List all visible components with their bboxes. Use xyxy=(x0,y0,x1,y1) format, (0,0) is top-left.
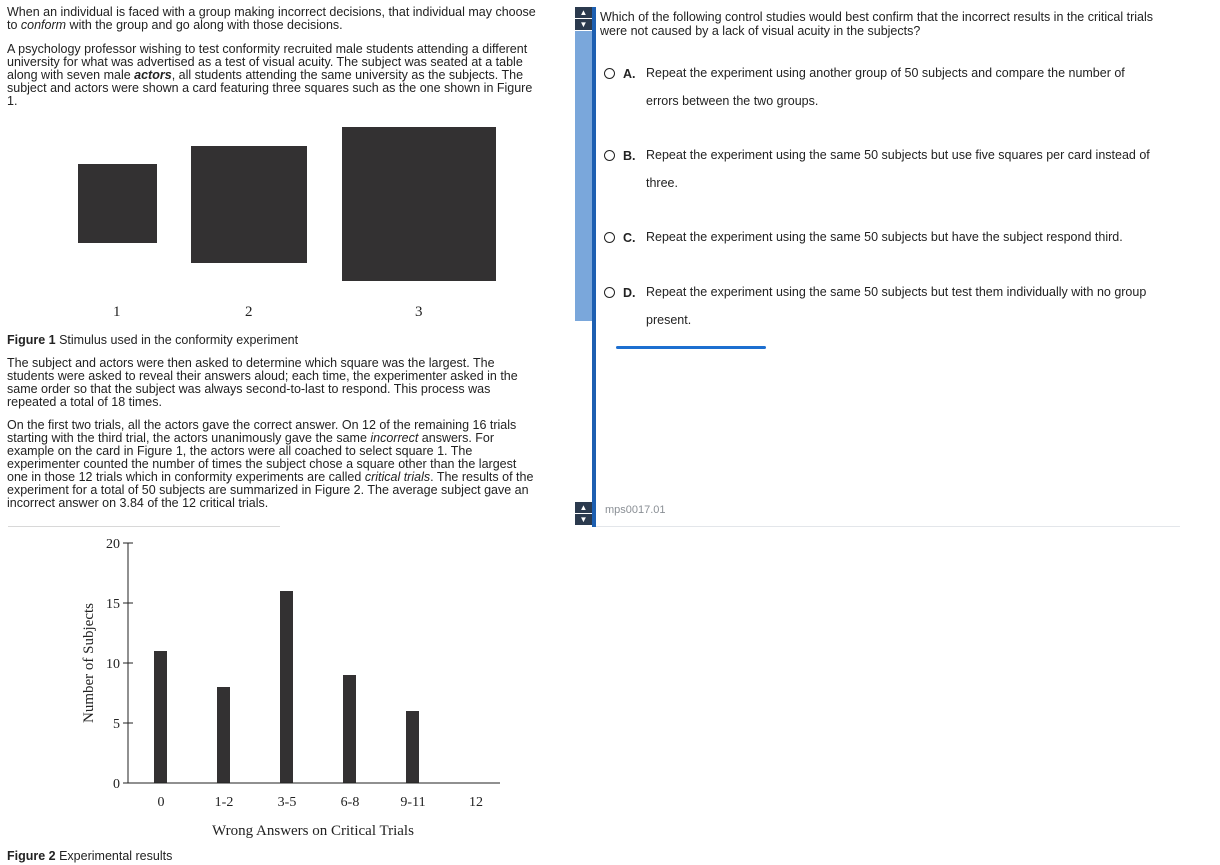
figure1-label-2: 2 xyxy=(245,304,253,320)
option-letter: D. xyxy=(623,286,636,300)
passage-p3-line1: The subject and actors were then asked to determine which square was the largest. The xyxy=(7,356,495,370)
option-text: Repeat the experiment using another group of 50 subjects and compare the number of errors between the two groups. xyxy=(646,66,1125,108)
passage-p4-line5: one in those 12 trials which in conformity experiments are called critical trials. The results of the xyxy=(7,470,534,484)
figure1-label-3: 3 xyxy=(415,304,423,320)
x-tick-label: 9-11 xyxy=(400,795,426,810)
x-tick-label: 3-5 xyxy=(277,795,297,810)
passage-p2-line5: 1. xyxy=(7,94,18,108)
passage-panel xyxy=(0,0,575,530)
passage-p4-line7: incorrect answer on 3.84 of the 12 critical trials. xyxy=(7,497,269,509)
triangle-down-icon[interactable]: ▼ xyxy=(575,514,592,525)
y-tick-label: 15 xyxy=(106,597,120,612)
triangle-down-icon[interactable]: ▼ xyxy=(575,19,592,30)
passage-p4-line3: example on the card in Figure 1, the actors were all coached to select square 1. The xyxy=(7,444,473,458)
question-line-2: were not caused by a lack of visual acuity in the subjects? xyxy=(600,24,921,38)
option-text: Repeat the experiment using the same 50 subjects but use five squares per card instead of three. xyxy=(646,148,1150,190)
radio-button-d[interactable] xyxy=(604,287,615,298)
panel-divider xyxy=(592,7,596,527)
radio-button-a[interactable] xyxy=(604,68,615,79)
figure1-square-3 xyxy=(342,127,496,281)
triangle-up-icon[interactable]: ▲ xyxy=(575,7,592,18)
scrollbar-thumb[interactable] xyxy=(575,31,592,321)
passage-p1-line1: When an individual is faced with a group making incorrect decisions, that individual may choose xyxy=(7,5,536,19)
x-axis-title: Wrong Answers on Critical Trials xyxy=(212,823,414,839)
panel-bottom-border xyxy=(596,526,1180,527)
figure2-caption: Figure 2 Experimental results xyxy=(7,849,173,863)
figure1-square-2 xyxy=(191,146,307,263)
focus-underline xyxy=(616,346,766,349)
bar-0 xyxy=(154,651,167,783)
passage-p2-line4: subject and actors were shown a card featuring three squares such as the one shown in Figure xyxy=(7,81,533,95)
passage-p4-line6: experiment for a total of 50 subjects are summarized in Figure 2. The average subject gave an xyxy=(7,483,529,497)
question-id: mps0017.01 xyxy=(605,504,666,516)
x-tick-label: 1-2 xyxy=(214,795,234,810)
passage-p3-line3: same order so that the subject was always second-to-last to respond. This process was xyxy=(7,382,491,396)
y-tick-label: 0 xyxy=(113,777,120,792)
y-axis-title: Number of Subjects xyxy=(81,603,97,723)
passage-p2-line3: along with seven male actors, all students attending the same university as the subjects. The xyxy=(7,68,524,82)
radio-button-c[interactable] xyxy=(604,232,615,243)
option-text: Repeat the experiment using the same 50 subjects but test them individually with no group present. xyxy=(646,285,1147,327)
passage-p3-line2: students were asked to reveal their answers aloud; each time, the experimenter asked in the xyxy=(7,369,518,383)
passage-p4-line2: starting with the third trial, the actors unanimously gave the same incorrect answers. For xyxy=(7,431,495,445)
figure1-square-1 xyxy=(78,164,157,243)
passage-p4-line4: experimenter counted the number of times the subject chose a square other than the largest xyxy=(7,457,517,471)
figure2-bar-chart xyxy=(0,530,560,850)
option-text: Repeat the experiment using the same 50 subjects but have the subject respond third. xyxy=(646,230,1123,244)
figure1-label-1: 1 xyxy=(113,304,121,320)
y-tick-label: 20 xyxy=(106,537,120,552)
bar-3-5 xyxy=(280,591,293,783)
option-letter: C. xyxy=(623,231,636,245)
passage-p3-line4: repeated a total of 18 times. xyxy=(7,395,162,409)
x-tick-label: 0 xyxy=(157,795,165,810)
passage-p1-line2: to conform with the group and go along with those decisions. xyxy=(7,18,343,32)
bar-6-8 xyxy=(343,675,356,783)
question-line-1: Which of the following control studies would best confirm that the incorrect results in the critical trials xyxy=(600,10,1154,24)
y-tick-label: 10 xyxy=(106,657,120,672)
radio-button-b[interactable] xyxy=(604,150,615,161)
passage-scrollbar[interactable] xyxy=(575,7,592,525)
x-tick-label: 6-8 xyxy=(340,795,360,810)
option-letter: B. xyxy=(623,149,636,163)
passage-p2-line2: university for what was advertised as a test of visual acuity. The subject was seated at a table xyxy=(7,55,523,69)
passage-bottom-border xyxy=(8,526,280,527)
figure1-caption: Figure 1 Stimulus used in the conformity experiment xyxy=(7,333,299,347)
y-tick-label: 5 xyxy=(113,717,120,732)
bar-9-11 xyxy=(406,711,419,783)
bar-1-2 xyxy=(217,687,230,783)
question-stem xyxy=(600,10,1215,38)
passage-p2-line1: A psychology professor wishing to test conformity recruited male students attending a different xyxy=(7,42,528,56)
option-letter: A. xyxy=(623,67,636,81)
triangle-up-icon[interactable]: ▲ xyxy=(575,502,592,513)
x-tick-label: 12 xyxy=(469,795,483,810)
passage-p4-line1: On the first two trials, all the actors gave the correct answer. On 12 of the remaining 16 trials xyxy=(7,418,517,432)
